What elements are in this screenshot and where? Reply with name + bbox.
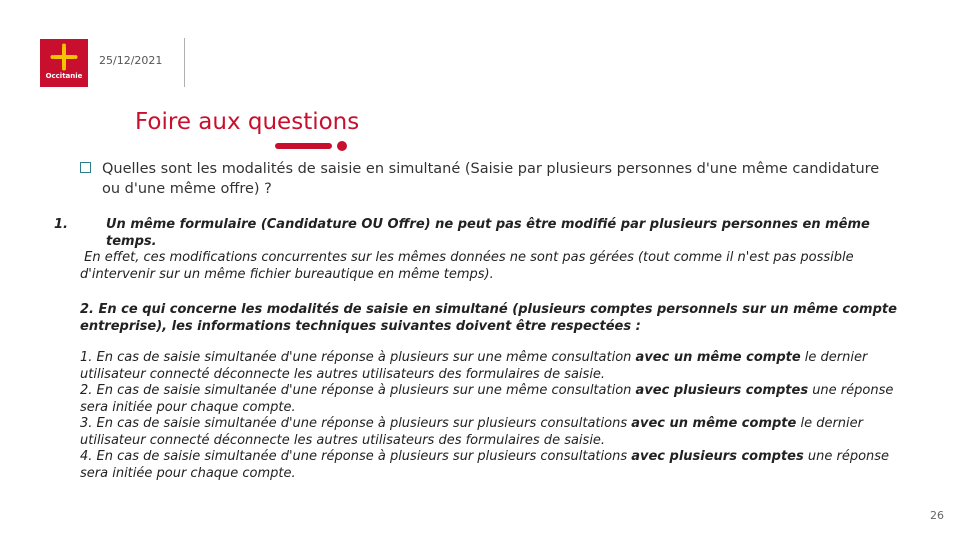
case-emphasis: avec plusieurs comptes <box>635 383 809 398</box>
faq-question <box>80 159 890 199</box>
case-emphasis: avec plusieurs comptes <box>631 449 804 464</box>
region-logo <box>40 39 88 87</box>
point-1-heading <box>54 217 900 250</box>
point-2-heading: 2. En ce qui concerne les modalités de saisie en simultané (plusieurs comptes personnels sur un même compte entreprise), les informations techniques suivantes doivent être respectées : <box>80 302 897 334</box>
case-item <box>80 383 900 416</box>
point-1 <box>54 217 900 283</box>
case-item <box>80 449 900 482</box>
cases-list <box>80 350 900 482</box>
case-text: 2. En cas de saisie simultanée d'une réponse à plusieurs sur une même consultation <box>80 383 636 398</box>
point-1-heading-text: Un même formulaire (Candidature OU Offre) ne peut pas être modifié par plusieurs personnes en même temps. <box>106 217 870 249</box>
case-emphasis: avec un même compte <box>635 350 801 365</box>
case-text: le dernier utilisateur connecté déconnecte les autres utilisateurs des formulaires de saisie. <box>80 416 863 448</box>
case-text: 1. En cas de saisie simultanée d'une réponse à plusieurs sur une même consultation <box>80 350 636 365</box>
title-underline-bar <box>275 143 332 149</box>
case-text: le dernier utilisateur connecté déconnecte les autres utilisateurs des formulaires de saisie. <box>80 350 868 382</box>
slide-date: 25/12/2021 <box>99 54 163 67</box>
occitan-cross-icon <box>50 43 78 71</box>
title-underline-dot <box>337 141 347 151</box>
point-1-number: 1. <box>54 217 68 232</box>
case-text: 3. En cas de saisie simultanée d'une réponse à plusieurs sur plusieurs consultations <box>80 416 632 431</box>
case-text: une réponse sera initiée pour chaque compte. <box>80 383 894 415</box>
question-text: Quelles sont les modalités de saisie en simultané (Saisie par plusieurs personnes d'une même candidature ou d'une même offre) ? <box>102 161 880 197</box>
case-item <box>80 416 900 449</box>
logo-text: Occitanie <box>45 72 83 80</box>
point-1-text <box>80 250 900 283</box>
case-emphasis: avec un même compte <box>631 416 797 431</box>
page-number: 26 <box>930 509 944 522</box>
header-divider <box>184 38 185 87</box>
case-text: 4. En cas de saisie simultanée d'une réponse à plusieurs sur plusieurs consultations <box>80 449 632 464</box>
case-item <box>80 350 900 383</box>
page-title: Foire aux questions <box>135 109 360 135</box>
checkbox-bullet-icon <box>80 162 91 173</box>
case-text: une réponse sera initiée pour chaque compte. <box>80 449 890 481</box>
point-1-body: En effet, ces modifications concurrentes sur les mêmes données ne sont pas gérées (tout comme il n'est pas possible d'intervenir sur un même fichier bureautique en même temps). <box>80 250 854 282</box>
